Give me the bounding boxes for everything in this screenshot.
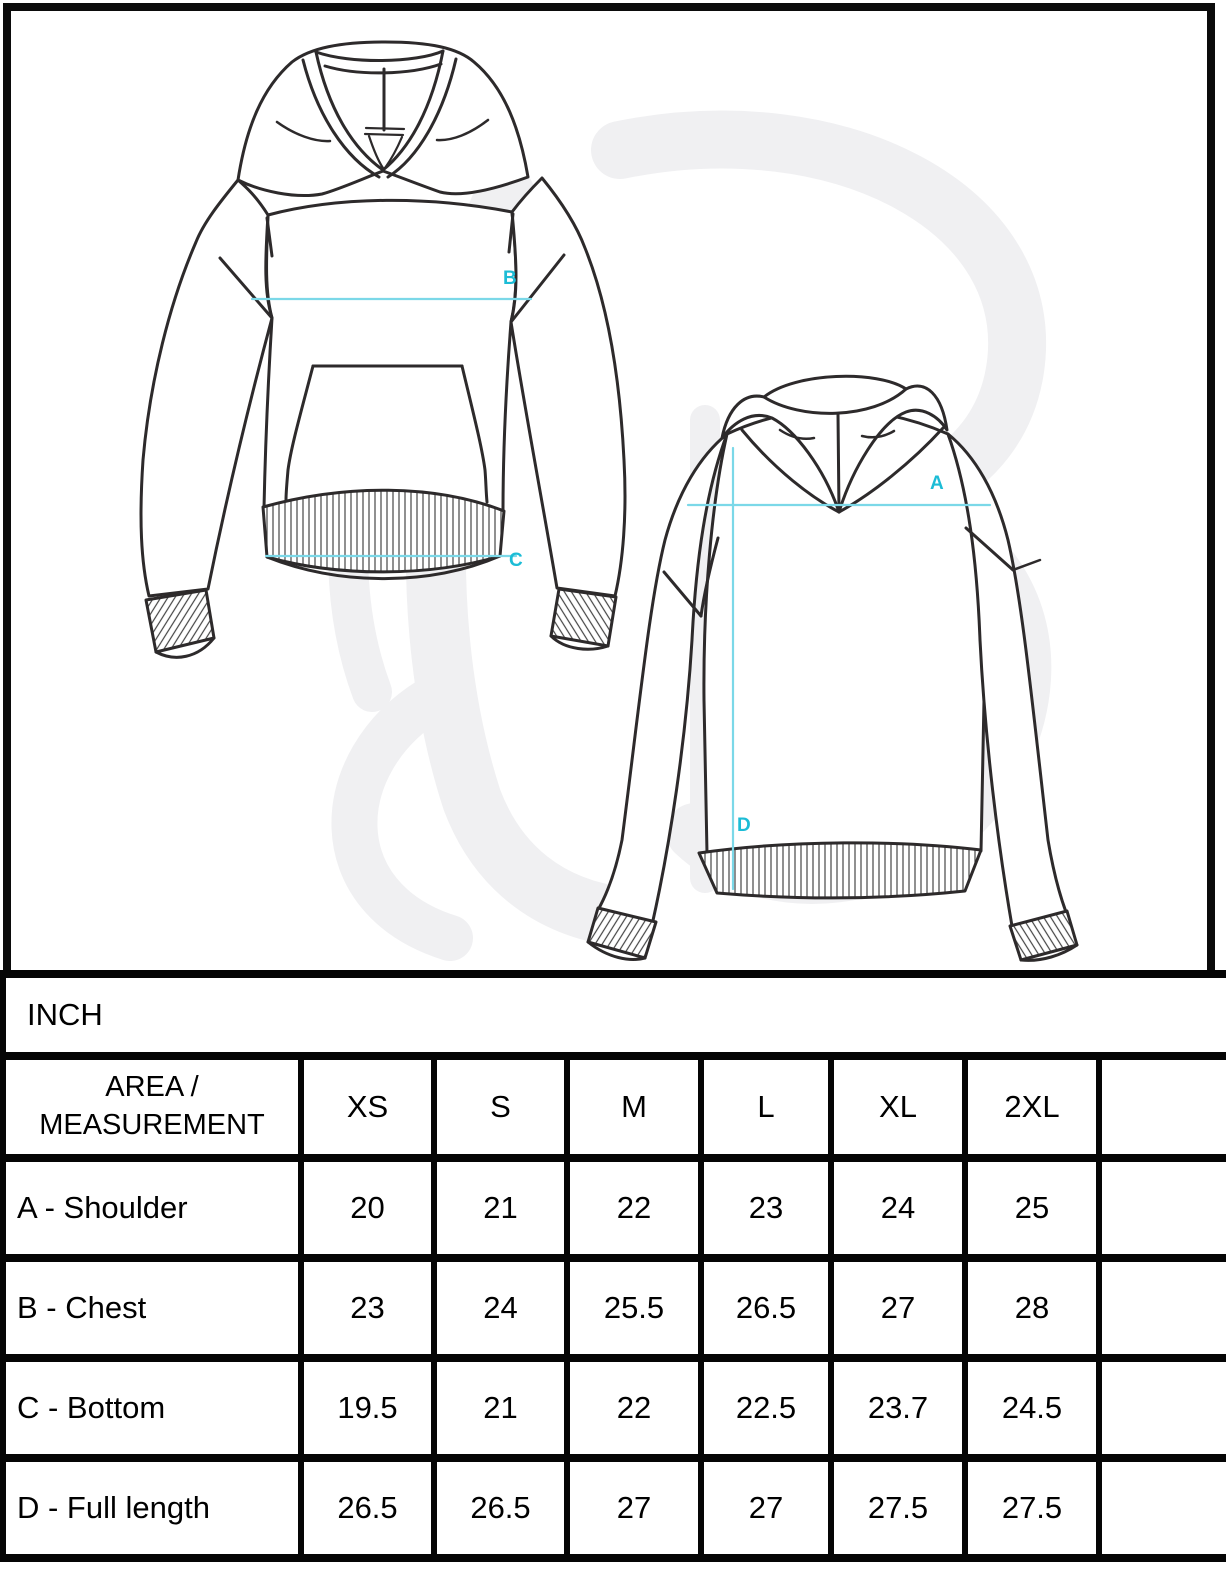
measure-label-b: B	[503, 268, 517, 289]
unit-label: INCH	[3, 974, 1226, 1056]
size-header-empty	[1099, 1056, 1226, 1158]
cell-value: 24	[434, 1258, 567, 1358]
cell-value: 27	[567, 1458, 701, 1558]
cell-empty	[1099, 1458, 1226, 1558]
cell-value: 21	[434, 1358, 567, 1458]
cell-value: 23.7	[831, 1358, 965, 1458]
row-label: A - Shoulder	[3, 1158, 301, 1258]
area-header-line1: AREA /	[105, 1071, 199, 1104]
area-header-line2: MEASUREMENT	[39, 1109, 265, 1141]
sketch-panel-border	[3, 3, 1215, 970]
table-row-chest	[3, 1258, 1226, 1358]
measure-label-a: A	[930, 473, 944, 494]
cell-value: 20	[301, 1158, 434, 1258]
cell-value: 27.5	[831, 1458, 965, 1558]
table-row-shoulder	[3, 1158, 1226, 1258]
cell-value: 27	[831, 1258, 965, 1358]
cell-value: 22	[567, 1358, 701, 1458]
cell-empty	[1099, 1258, 1226, 1358]
table-row-full-length	[3, 1458, 1226, 1558]
cell-value: 21	[434, 1158, 567, 1258]
cell-value: 27	[701, 1458, 831, 1558]
cell-value: 26.5	[434, 1458, 567, 1558]
row-label: B - Chest	[3, 1258, 301, 1358]
cell-value: 26.5	[701, 1258, 831, 1358]
size-header-2xl: 2XL	[965, 1056, 1099, 1158]
header-row	[3, 1056, 1226, 1158]
cell-value: 26.5	[301, 1458, 434, 1558]
unit-row	[3, 974, 1226, 1056]
size-header-l: L	[701, 1056, 831, 1158]
cell-value: 25.5	[567, 1258, 701, 1358]
cell-empty	[1099, 1358, 1226, 1458]
cell-value: 24	[831, 1158, 965, 1258]
row-label: C - Bottom	[3, 1358, 301, 1458]
size-table	[0, 970, 1226, 1562]
size-header-xl: XL	[831, 1056, 965, 1158]
cell-value: 24.5	[965, 1358, 1099, 1458]
area-measurement-header	[3, 1056, 301, 1158]
cell-value: 23	[701, 1158, 831, 1258]
measure-label-d: D	[737, 815, 751, 836]
measure-label-c: C	[509, 550, 523, 571]
table-row-bottom	[3, 1358, 1226, 1458]
cell-empty	[1099, 1158, 1226, 1258]
row-label: D - Full length	[3, 1458, 301, 1558]
cell-value: 23	[301, 1258, 434, 1358]
size-header-m: M	[567, 1056, 701, 1158]
cell-value: 27.5	[965, 1458, 1099, 1558]
size-header-xs: XS	[301, 1056, 434, 1158]
size-header-s: S	[434, 1056, 567, 1158]
cell-value: 22	[567, 1158, 701, 1258]
cell-value: 28	[965, 1258, 1099, 1358]
cell-value: 22.5	[701, 1358, 831, 1458]
cell-value: 19.5	[301, 1358, 434, 1458]
cell-value: 25	[965, 1158, 1099, 1258]
